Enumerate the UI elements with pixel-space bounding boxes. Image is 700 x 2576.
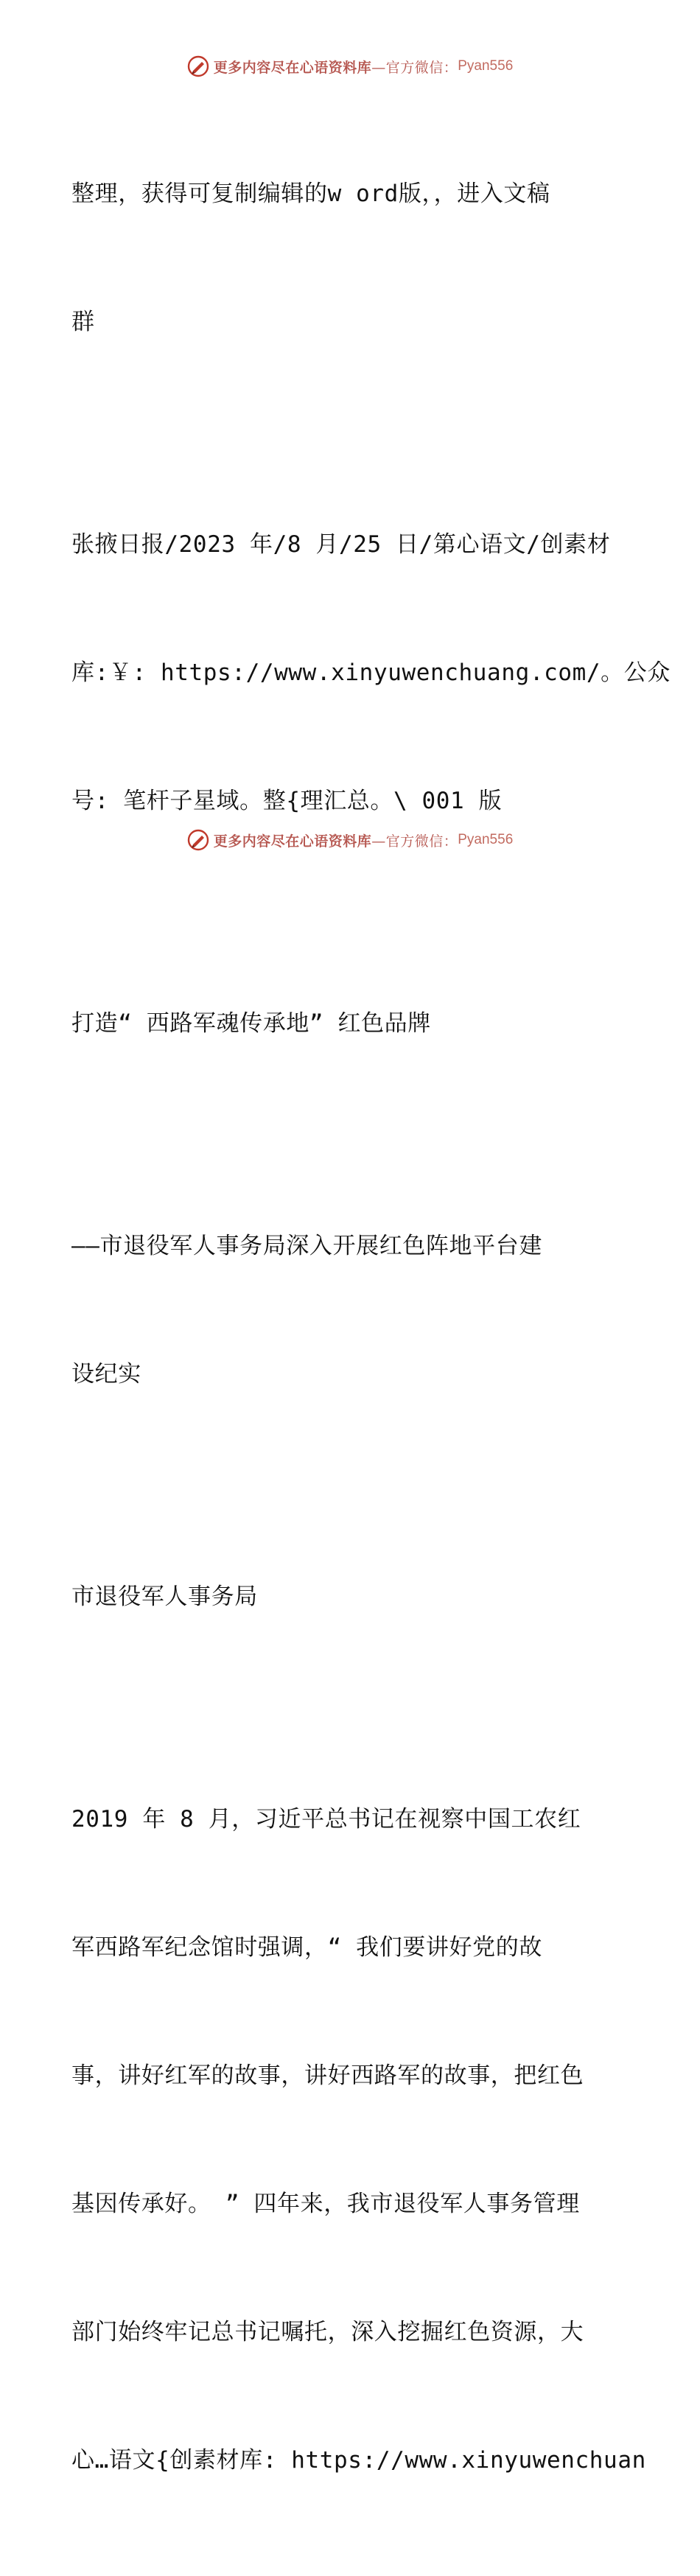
article-author (71, 1490, 631, 1704)
text-line: 整理，获得可复制编辑的w ord版，，进入文稿 (71, 181, 550, 207)
text-line: 心…语文{创素材库: https://www.xinyuwenchuan (71, 2447, 646, 2474)
text-line: 基因传承好。 ” 四年来，我市退役军人事务管理 (71, 2191, 580, 2217)
paragraph-body (71, 1712, 646, 2567)
text-line: 打造“ 西路军魂传承地” 红色品牌 (71, 1010, 431, 1037)
banner-main-text: 更多内容尽在心语资料库 (213, 833, 372, 850)
text-line: ——市退役军人事务局深入开展红色阵地平台建 (71, 1233, 542, 1259)
pen-logo-icon (187, 55, 209, 77)
banner-sub-text: —官方微信： (371, 833, 458, 850)
document-body (71, 87, 671, 2576)
text-line: 群 (71, 309, 95, 335)
banner-main-text: 更多内容尽在心语资料库 (213, 59, 372, 76)
header-banner (0, 52, 700, 81)
text-line: 设纪实 (71, 1361, 141, 1387)
banner-wechat-id: Pyan556 (458, 58, 514, 74)
banner-wechat-id: Pyan556 (458, 832, 514, 847)
text-line: 事，讲好红军的故事，讲好西路军的故事，把红色 (71, 2062, 584, 2089)
text-line: 号: 笔杆子星域。整{理汇总。\ 001 版 (71, 788, 503, 814)
article-title (71, 917, 631, 1130)
article-subtitle (71, 1139, 631, 1481)
text-line: 市退役军人事务局 (71, 1583, 258, 1610)
pen-logo-icon (187, 829, 209, 851)
banner-sub-text: —官方微信： (371, 59, 458, 76)
text-line: 张掖日报/2023 年/8 月/25 日/第心语文/创素材 (71, 531, 611, 558)
text-line: 库:￥: https://www.xinyuwenchuang.com/。公众 (71, 659, 671, 686)
text-line: 2019 年 8 月，习近平总书记在视察中国工农红 (71, 1806, 581, 1833)
text-line: 部门始终牢记总书记嘱托，深入挖掘红色资源，大 (71, 2319, 584, 2345)
paragraph-intro (71, 87, 631, 429)
footer-banner (0, 825, 700, 855)
text-line: 军西路军纪念馆时强调，“ 我们要讲好党的故 (71, 1934, 542, 1961)
